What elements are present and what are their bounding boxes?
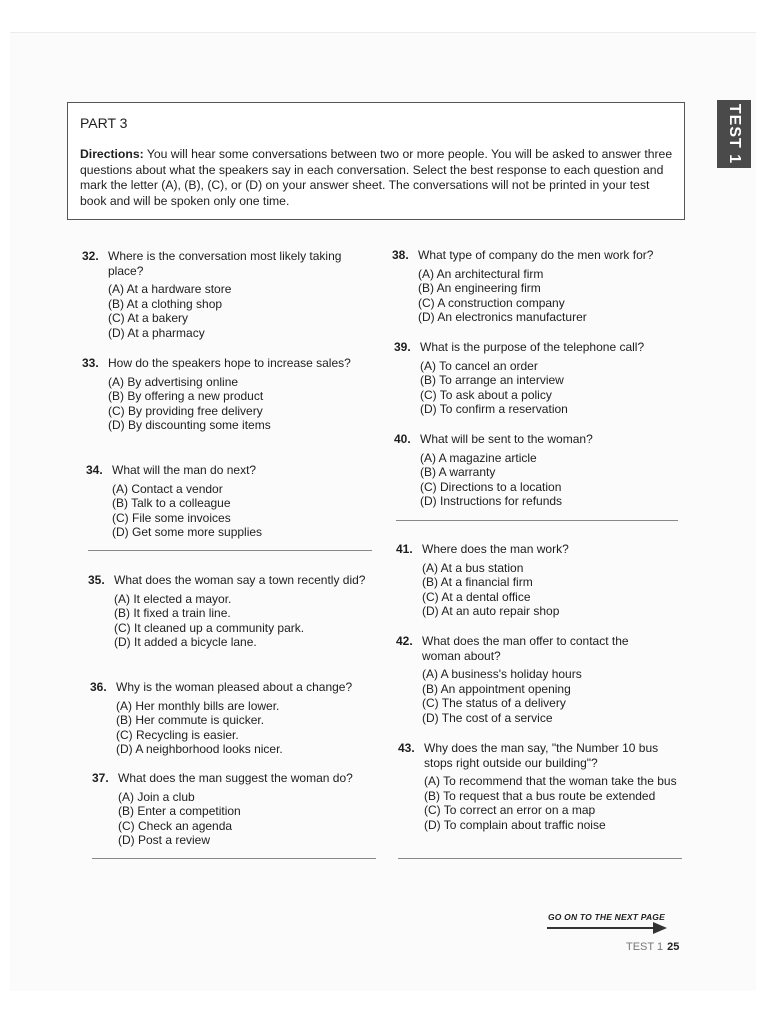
question-number: 33. (82, 356, 99, 370)
question-40 (394, 432, 684, 509)
answer-options (420, 451, 684, 509)
right-arrow-icon (547, 925, 667, 931)
question-text: Why is the woman pleased about a change? (116, 680, 353, 694)
answer-option: (B) Her commute is quicker. (116, 713, 265, 727)
question-text: What will be sent to the woman? (420, 432, 593, 446)
directions-paragraph (80, 147, 674, 209)
section-divider (398, 858, 682, 859)
answer-option: (C) File some invoices (112, 510, 231, 525)
section-divider (396, 520, 678, 521)
answer-option: (B) At a clothing shop (108, 296, 223, 311)
answer-option: (A) To cancel an order (420, 358, 538, 373)
answer-options (116, 699, 378, 757)
directions-body: You will hear some conversations between two or more people. You will be asked to answer three questions about what the speakers say in each conversation. Select the best response to each question and mark the letter (A), (B), (C), or (D) on your answer sheet. The conversations will not be printed in your test book and will be spoken only one time. (80, 147, 673, 208)
answer-option: (B) A warranty (420, 465, 496, 479)
answer-option: (B) An engineering firm (418, 281, 541, 295)
question-number: 38. (392, 248, 409, 262)
answer-option: (D) To complain about traffic noise (424, 817, 606, 832)
question-42 (396, 634, 658, 725)
answer-option: (D) Get some more supplies (112, 525, 263, 539)
question-text: Where is the conversation most likely taking place? (108, 249, 342, 278)
question-text: What does the man suggest the woman do? (118, 771, 353, 785)
answer-option: (D) Post a review (118, 833, 211, 847)
test-side-tab (717, 100, 751, 168)
answer-options (118, 790, 378, 848)
part-title: PART 3 (80, 115, 128, 131)
answer-option: (B) It fixed a train line. (114, 606, 231, 620)
answer-option: (D) An electronics manufacturer (418, 310, 587, 324)
section-divider (92, 858, 376, 859)
answer-option: (D) At an auto repair shop (422, 604, 560, 618)
answer-option: (C) At a bakery (108, 311, 189, 325)
question-32 (82, 249, 372, 340)
question-34 (86, 463, 372, 540)
question-number: 42. (396, 634, 413, 648)
answer-option: (C) Directions to a location (420, 479, 562, 494)
question-text: Where does the man work? (422, 542, 569, 556)
question-33 (82, 356, 352, 433)
answer-option: (D) To confirm a reservation (420, 402, 568, 416)
answer-option: (C) At a dental office (422, 589, 531, 604)
answer-option: (B) At a financial firm (422, 575, 533, 589)
answer-options (108, 282, 372, 340)
answer-option: (D) The cost of a service (422, 710, 553, 725)
answer-option: (A) It elected a mayor. (114, 591, 232, 606)
answer-option: (C) The status of a delivery (422, 696, 566, 710)
answer-option: (C) To correct an error on a map (424, 803, 596, 817)
question-43 (398, 741, 682, 832)
answer-option: (C) Recycling is easier. (116, 727, 239, 742)
answer-option: (A) By advertising online (108, 374, 239, 389)
answer-options (422, 561, 686, 619)
question-number: 37. (92, 771, 109, 785)
page-footer (626, 941, 679, 953)
question-number: 39. (394, 340, 411, 354)
question-number: 41. (396, 542, 413, 556)
side-tab-label: TEST 1 (726, 103, 744, 165)
page-number: 25 (667, 941, 680, 953)
answer-option: (D) At a pharmacy (108, 325, 205, 340)
answer-option: (A) Contact a vendor (112, 481, 223, 496)
answer-option: (A) An architectural firm (418, 266, 544, 281)
question-text: How do the speakers hope to increase sales? (108, 356, 351, 370)
question-text: What does the man offer to contact the woman about? (422, 634, 629, 663)
answer-option: (D) It added a bicycle lane. (114, 635, 257, 649)
question-text: What type of company do the men work for? (418, 248, 654, 262)
answer-option: (B) To request that a bus route be extended (424, 788, 656, 803)
question-text: What does the woman say a town recently did? (114, 573, 366, 587)
question-number: 36. (90, 680, 107, 694)
footer-test-label: TEST 1 (626, 941, 664, 953)
answer-option: (A) At a hardware store (108, 282, 232, 296)
answer-options (424, 774, 682, 832)
answer-option: (D) A neighborhood looks nicer. (116, 742, 283, 756)
question-number: 34. (86, 463, 103, 477)
answer-option: (B) To arrange an interview (420, 373, 564, 387)
question-37 (92, 771, 378, 848)
directions-label: Directions: (80, 147, 144, 161)
answer-option: (C) A construction company (418, 295, 565, 310)
answer-option: (D) Instructions for refunds (420, 494, 563, 508)
answer-option: (A) A business's holiday hours (422, 667, 582, 681)
question-36 (90, 680, 378, 757)
answer-options (112, 482, 372, 540)
answer-option: (A) At a bus station (422, 560, 524, 575)
question-number: 32. (82, 249, 99, 263)
question-text: What is the purpose of the telephone call? (420, 340, 645, 354)
section-divider (88, 550, 372, 551)
answer-option: (B) An appointment opening (422, 681, 571, 696)
answer-options (422, 667, 658, 725)
question-text: Why does the man say, "the Number 10 bus stops right outside our building"? (424, 741, 659, 770)
answer-option: (C) By providing free delivery (108, 403, 263, 418)
answer-option: (B) Enter a competition (118, 804, 241, 818)
answer-option: (B) Talk to a colleague (112, 496, 231, 510)
answer-options (114, 592, 370, 650)
answer-option: (D) By discounting some items (108, 418, 271, 432)
answer-option: (C) It cleaned up a community park. (114, 620, 305, 635)
next-page-label: GO ON TO THE NEXT PAGE (548, 912, 665, 922)
answer-option: (A) A magazine article (420, 450, 537, 465)
answer-option: (A) Join a club (118, 789, 195, 804)
answer-options (418, 267, 682, 325)
question-number: 35. (88, 573, 105, 587)
directions-box (67, 102, 685, 220)
question-41 (396, 542, 686, 619)
answer-option: (A) To recommend that the woman take the bus (424, 774, 677, 788)
answer-options (420, 359, 684, 417)
question-number: 40. (394, 432, 411, 446)
question-text: What will the man do next? (112, 463, 257, 477)
answer-option: (A) Her monthly bills are lower. (116, 698, 280, 713)
question-35 (88, 573, 370, 650)
answer-option: (C) Check an agenda (118, 818, 233, 833)
answer-option: (B) By offering a new product (108, 389, 264, 403)
question-38 (392, 248, 682, 325)
answer-option: (C) To ask about a policy (420, 387, 552, 402)
question-number: 43. (398, 741, 415, 755)
answer-options (108, 375, 352, 433)
question-39 (394, 340, 684, 417)
